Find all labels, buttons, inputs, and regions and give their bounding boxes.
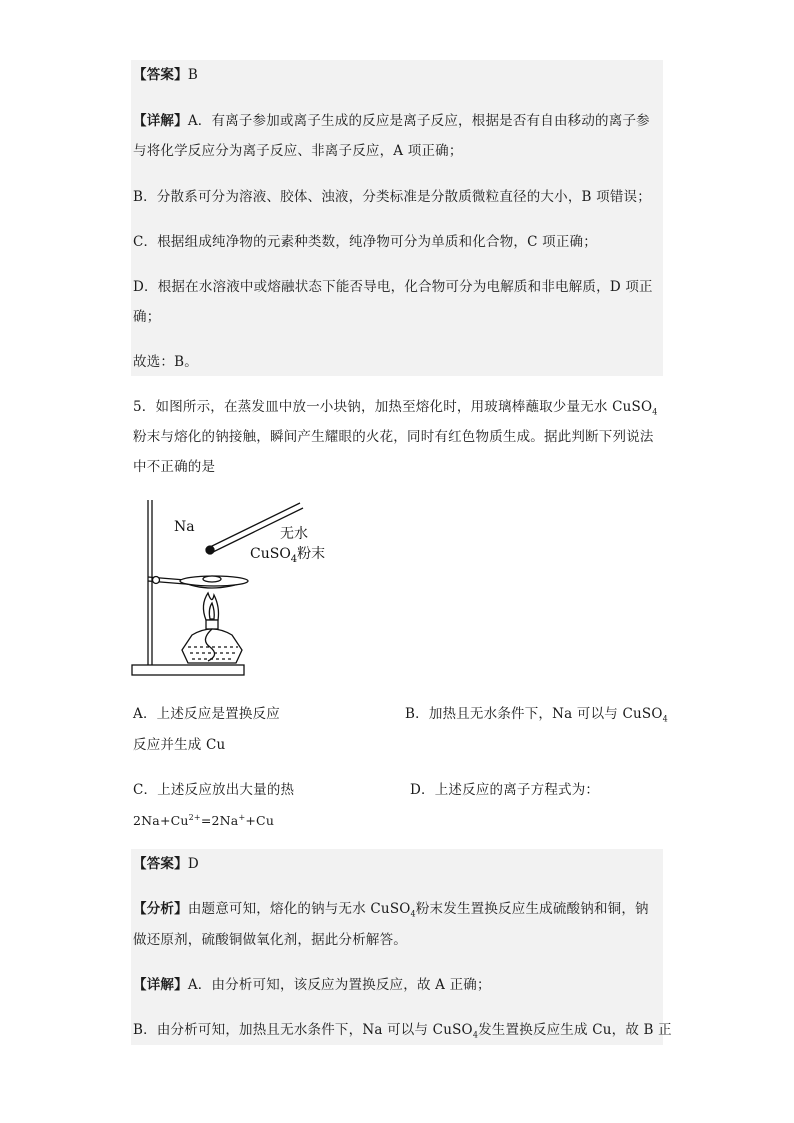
detail-line-7: 故选：B。 [133, 354, 198, 370]
analysis-line-2: 做还原剂，硫酸铜做氧化剂，据此分析解答。 [133, 932, 407, 948]
detail-line-4: C．根据组成纯净物的元素种类数，纯净物可分为单质和化合物，C 项正确； [133, 234, 597, 250]
apparatus-diagram [130, 495, 370, 685]
question-5-line-3: 中不正确的是 [133, 459, 216, 475]
option-b: B．加热且无水条件下，Na 可以与 CuSO$_4$ [405, 706, 668, 724]
option-b-line-2: 反应并生成 Cu [133, 737, 226, 753]
question-5-line-2: 粉末与熔化的钠接触，瞬间产生耀眼的火花，同时有红色物质生成。据此判断下列说法 [133, 429, 654, 445]
label-na: Na [174, 519, 195, 535]
answer-block-1 [131, 60, 663, 376]
option-c: C．上述反应放出大量的热 [133, 782, 295, 798]
option-d: D．上述反应的离子方程式为： [410, 782, 600, 798]
cuso4-bead [206, 546, 214, 554]
option-d-equation: $2Na+Cu^{2+}=2Na^++Cu$ [133, 812, 275, 828]
question-5-line-1: 5．如图所示，在蒸发皿中放一小块钠，加热至熔化时，用玻璃棒蘸取少量无水 CuSO$_4$ [133, 399, 658, 417]
stand-base [132, 665, 244, 675]
option-a: A．上述反应是置换反应 [133, 706, 280, 722]
answer-line: 【答案】B [133, 67, 198, 83]
analysis-line-1: 【分析】由题意可知，熔化的钠与无水 CuSO$_4$粉末发生置换反应生成硫酸钠和铜，钠 [133, 901, 649, 919]
detail2-line-1: 【详解】A．由分析可知，该反应为置换反应，故 A 正确； [133, 977, 491, 993]
detail-line-2: 与将化学反应分为离子反应、非离子反应，A 项正确； [133, 143, 463, 159]
detail-line-3: B．分散系可分为溶液、胶体、浊液，分类标准是分散质微粒直径的大小，B 项错误； [133, 189, 651, 205]
label-cuso4: CuSO$_4$粉末 [250, 546, 326, 565]
label-anhydrous: 无水 [280, 526, 308, 542]
detail2-line-2: B．由分析可知，加热且无水条件下，Na 可以与 CuSO$_4$发生置换反应生成 Cu，故 B 正 [133, 1022, 672, 1040]
answer-line-2: 【答案】D [133, 856, 199, 872]
detail-line-6: 确； [133, 309, 161, 325]
sodium-lump [203, 576, 221, 582]
detail-line-1: 【详解】A．有离子参加或离子生成的反应是离子反应，根据是否有自由移动的离子参 [133, 113, 650, 129]
detail-line-5: D．根据在水溶液中或熔融状态下能否导电，化合物可分为电解质和非电解质，D 项正 [133, 279, 653, 295]
